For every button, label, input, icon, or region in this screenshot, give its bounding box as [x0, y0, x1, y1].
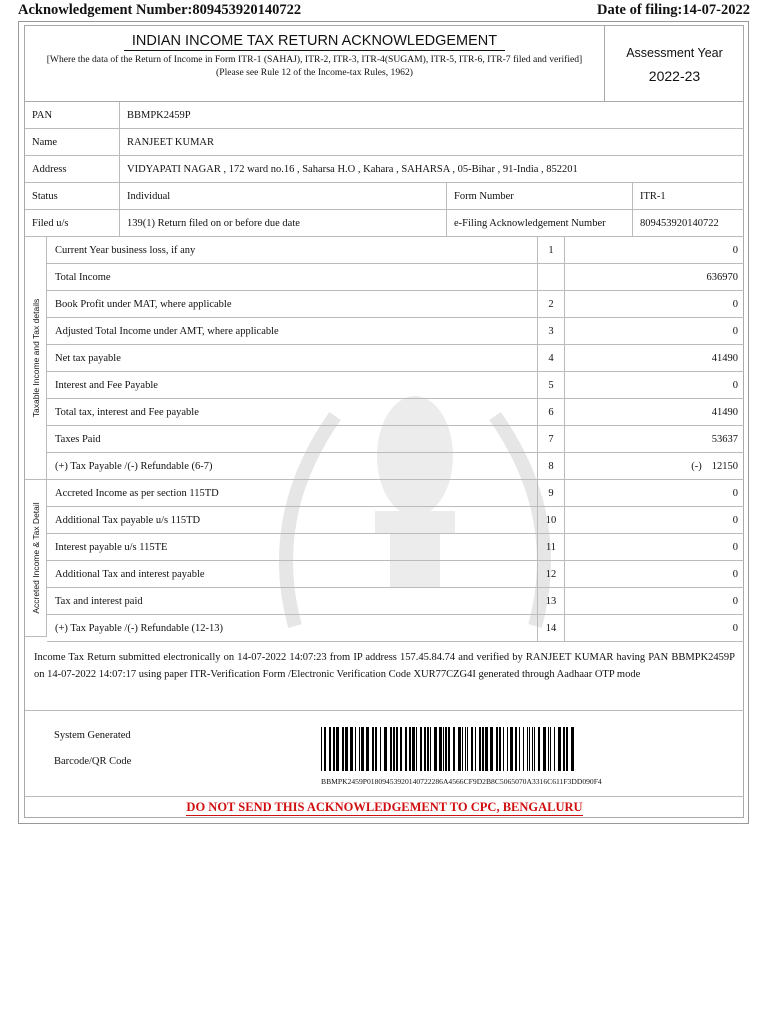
barcode-label: Barcode/QR Code	[54, 756, 132, 767]
row-number: 4	[538, 345, 565, 371]
row-description: Total tax, interest and Fee payable	[47, 399, 538, 425]
row-value-cell	[565, 372, 744, 398]
row-description: Book Profit under MAT, where applicable	[47, 291, 538, 317]
barcode-text: BBMPK2459P01809453920140722286A4566CF9D2B8C5065070A3316C611F3DD090F4	[321, 777, 602, 786]
name-label: Name	[25, 129, 120, 155]
row-value: 41490	[711, 352, 738, 364]
row-number: 6	[538, 399, 565, 425]
row-number: 8	[538, 453, 565, 479]
acknowledgement-form	[18, 21, 749, 824]
table-row	[47, 399, 744, 426]
row-description: Interest and Fee Payable	[47, 372, 538, 398]
form-title: INDIAN INCOME TAX RETURN ACKNOWLEDGEMENT	[124, 33, 505, 51]
table-row	[47, 345, 744, 372]
assessment-year-box	[605, 26, 744, 102]
table-row	[47, 291, 744, 318]
status-label: Status	[25, 183, 120, 209]
row-description: Current Year business loss, if any	[47, 237, 538, 263]
name-value: RANJEET KUMAR	[127, 136, 215, 148]
row-description: Additional Tax payable u/s 115TD	[47, 507, 538, 533]
row-number: 1	[538, 237, 565, 263]
assessment-year-label: Assessment Year	[626, 46, 723, 60]
row-value: 0	[732, 595, 738, 607]
form-header	[25, 26, 605, 102]
do-not-send-warning-text: DO NOT SEND THIS ACKNOWLEDGEMENT TO CPC, BENGALURU	[186, 800, 583, 814]
form-number-label: Form Number	[447, 183, 633, 209]
address-row	[25, 156, 744, 183]
row-description: Total Income	[47, 264, 538, 290]
row-value: 0	[732, 298, 738, 310]
table-row	[47, 237, 744, 264]
row-value: 0	[732, 325, 738, 337]
accreted-income-section-text: Accreted Income & Tax Detail	[30, 502, 41, 614]
row-value-cell	[565, 291, 744, 317]
row-value: 0	[732, 244, 738, 256]
row-number: 2	[538, 291, 565, 317]
row-number: 13	[538, 588, 565, 614]
row-value: 0	[732, 622, 738, 634]
row-value-cell	[565, 588, 744, 614]
system-generated-label: System Generated	[54, 730, 131, 741]
filed-us-label: Filed u/s	[25, 210, 120, 236]
row-value-cell	[565, 264, 744, 290]
row-value: 41490	[711, 406, 738, 418]
table-row	[47, 426, 744, 453]
status-row	[25, 183, 744, 210]
row-description: Adjusted Total Income under AMT, where applicable	[47, 318, 538, 344]
row-value: 0	[732, 487, 738, 499]
row-description: Net tax payable	[47, 345, 538, 371]
verification-note: Income Tax Return submitted electronically on 14-07-2022 14:07:23 from IP address 157.45.84.74 and verified by RANJEET KUMAR having PAN BBMPK2459P on 14-07-2022 14:07:17 using paper ITR-Verification Form /Electronic Verification Code XUR77CZG4I generated through Aadhaar OTP mode	[25, 637, 744, 711]
table-row	[47, 372, 744, 399]
row-number: 9	[538, 480, 565, 506]
taxable-income-section-label	[25, 237, 47, 480]
table-row	[47, 264, 744, 291]
barcode-icon	[321, 727, 577, 771]
table-row	[47, 507, 744, 534]
address-label: Address	[25, 156, 120, 182]
table-row	[47, 534, 744, 561]
pan-label: PAN	[25, 102, 120, 128]
form-subtitle: [Where the data of the Return of Income in Form ITR-1 (SAHAJ), ITR-2, ITR-3, ITR-4(SUGAM), ITR-5, ITR-6, ITR-7 filed and verified]	[46, 54, 583, 65]
accreted-income-section-label	[25, 480, 47, 637]
row-value: 0	[732, 568, 738, 580]
row-number: 5	[538, 372, 565, 398]
row-value-cell	[565, 399, 744, 425]
status-value: Individual	[120, 183, 447, 209]
pan-row	[25, 102, 744, 129]
row-value: 53637	[711, 433, 738, 445]
row-value-cell	[565, 561, 744, 587]
row-number: 7	[538, 426, 565, 452]
form-frame	[24, 25, 744, 818]
row-description: (+) Tax Payable /(-) Refundable (6-7)	[47, 453, 538, 479]
filed-us-value: 139(1) Return filed on or before due date	[120, 210, 447, 236]
row-value-cell	[565, 480, 744, 506]
row-value: 0	[732, 379, 738, 391]
row-value-cell	[565, 426, 744, 452]
row-number: 10	[538, 507, 565, 533]
row-value-cell	[565, 453, 744, 479]
table-row	[47, 480, 744, 507]
row-value: 12150	[711, 460, 738, 472]
row-number: 11	[538, 534, 565, 560]
table-row	[47, 318, 744, 345]
do-not-send-warning	[25, 797, 744, 818]
row-description: Tax and interest paid	[47, 588, 538, 614]
row-value-cell	[565, 534, 744, 560]
top-line	[18, 0, 750, 20]
acknowledgement-number: Acknowledgement Number:809453920140722	[18, 2, 302, 18]
row-number: 3	[538, 318, 565, 344]
row-number: 14	[538, 615, 565, 641]
row-number: 12	[538, 561, 565, 587]
table-row	[47, 453, 744, 480]
efiling-ack-value: 809453920140722	[640, 217, 719, 229]
row-value: 0	[732, 514, 738, 526]
address-value: VIDYAPATI NAGAR , 172 ward no.16 , Saharsa H.O , Kahara , SAHARSA , 05-Bihar , 91-India , 852201	[127, 163, 578, 175]
form-number-value: ITR-1	[640, 190, 666, 202]
pan-value: BBMPK2459P	[127, 109, 191, 121]
form-rule-note: (Please see Rule 12 of the Income-tax Rules, 1962)	[216, 67, 413, 78]
row-description: Accreted Income as per section 115TD	[47, 480, 538, 506]
row-value-prefix: (-)	[691, 460, 702, 472]
table-row	[47, 561, 744, 588]
name-row	[25, 129, 744, 156]
table-row	[47, 588, 744, 615]
efiling-ack-label: e-Filing Acknowledgement Number	[447, 210, 633, 236]
row-value-cell	[565, 318, 744, 344]
row-description: Taxes Paid	[47, 426, 538, 452]
row-value: 636970	[706, 271, 738, 283]
row-description: Interest payable u/s 115TE	[47, 534, 538, 560]
row-description: Additional Tax and interest payable	[47, 561, 538, 587]
row-value: 0	[732, 541, 738, 553]
row-value-cell	[565, 237, 744, 263]
date-of-filing: Date of filing:14-07-2022	[596, 2, 750, 18]
row-value-cell	[565, 345, 744, 371]
barcode-section	[25, 711, 744, 797]
row-value-cell	[565, 507, 744, 533]
assessment-year-value: 2022-23	[648, 68, 701, 84]
filed-us-row	[25, 210, 744, 237]
row-number	[538, 264, 565, 290]
taxable-income-section-text: Taxable Income and Tax details	[30, 298, 41, 418]
row-description: (+) Tax Payable /(-) Refundable (12-13)	[47, 615, 538, 641]
